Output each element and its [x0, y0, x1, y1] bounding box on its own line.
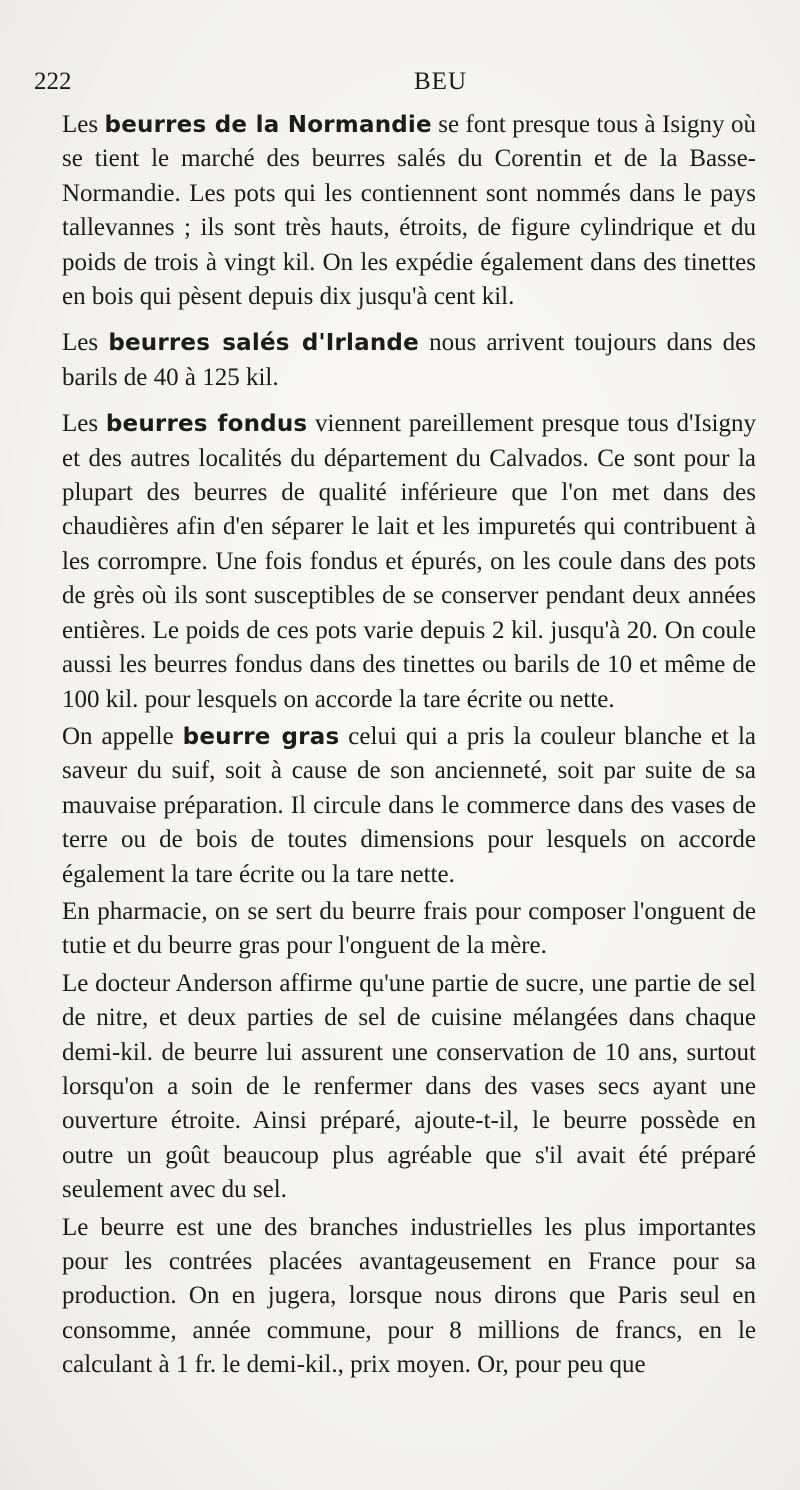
- running-head: BEU: [414, 68, 467, 95]
- paragraph-lead: On appelle: [62, 722, 183, 750]
- paragraph-text: Le beurre est une des branches industrielles les plus importantes pour les contrées placées avantageusement en France pour sa production. On en jugera, lorsque nous dirons que Paris seul en consomme, année commune, pour 8 millions de francs, en le calculant à 1 fr. le demi-kil., prix moyen. Or, pour peu que: [62, 1213, 756, 1379]
- paragraph-text: se font presque tous à Isigny où se tient le marché des beurres salés du Corentin et de la Basse-Normandie. Les pots qui les contiennent sont nommés dans le pays tallevannes ; ils sont très hauts, étroits, de figure cylindrique et du poids de trois à vingt kil. On les expédie également dans des tinettes en bois qui pèsent depuis dix jusqu'à cent kil.: [62, 111, 756, 311]
- paragraph-text: viennent pareillement presque tous d'Isigny et des autres localités du département du Calvados. Ce sont pour la plupart des beurres de qualité inférieure que l'on met dans des chaudières afin d'en séparer le lait et les impuretés qui contribuent à les corrompre. Une fois fondus et épurés, on les coule dans des pots de grès où ils sont susceptibles de se conserver pendant deux années entières. Le poids de ces pots varie depuis 2 kil. jusqu'à 20. On coule aussi les beurres fondus dans des tinettes ou barils de 10 et même de 100 kil. pour lesquels on accorde la tare écrite ou nette.: [62, 410, 756, 713]
- paragraph-lead: Les: [62, 410, 106, 438]
- paragraph-gras: [62, 720, 756, 892]
- paragraph-pharmacie: [62, 895, 756, 964]
- term-beurres-fondus: beurres fondus: [105, 411, 308, 438]
- paragraph-industrie: [62, 1211, 756, 1383]
- paragraph-lead: Les: [62, 111, 105, 138]
- paragraph-anderson: [62, 967, 756, 1208]
- paragraph-fondus: [62, 407, 756, 717]
- paragraph-text: celui qui a pris la couleur blanche et la saveur du suif, soit à cause de son ancienneté, soit par suite de sa mauvaise préparation. Il circule dans le commerce dans des vases de terre ou de bois de toutes dimensions pour lesquels on accorde également la tare écrite ou la tare nette.: [62, 722, 757, 888]
- paragraph-text: En pharmacie, on se sert du beurre frais pour composer l'onguent de tutie et du beurre gras pour l'onguent de la mère.: [62, 897, 756, 960]
- term-beurre-gras: beurre gras: [182, 723, 340, 750]
- paragraph-irlande: [62, 326, 756, 395]
- term-beurres-irlande: beurres salés d'Irlande: [108, 330, 419, 357]
- paragraph-lead: Les: [62, 329, 109, 357]
- paragraph-text: Le docteur Anderson affirme qu'une partie de sucre, une partie de sel de nitre, et deux parties de sel de cuisine mélangées dans chaque demi-kil. de beurre lui assurent une conservation de 10 ans, surtout lorsqu'on a soin de le renfermer dans des vases secs ayant une ouverture étroite. Ainsi préparé, ajoute-t-il, le beurre possède en outre un goût beaucoup plus agréable que s'il avait été préparé seulement avec du sel.: [62, 969, 756, 1204]
- paragraph-text: nous arrivent toujours dans des barils de 40 à 125 kil.: [62, 329, 756, 391]
- page-number: 222: [34, 68, 72, 95]
- body-text: [62, 108, 756, 1383]
- page-header: [34, 68, 774, 102]
- paragraph-normandie: [62, 108, 756, 314]
- term-beurres-normandie: beurres de la Normandie: [104, 112, 432, 138]
